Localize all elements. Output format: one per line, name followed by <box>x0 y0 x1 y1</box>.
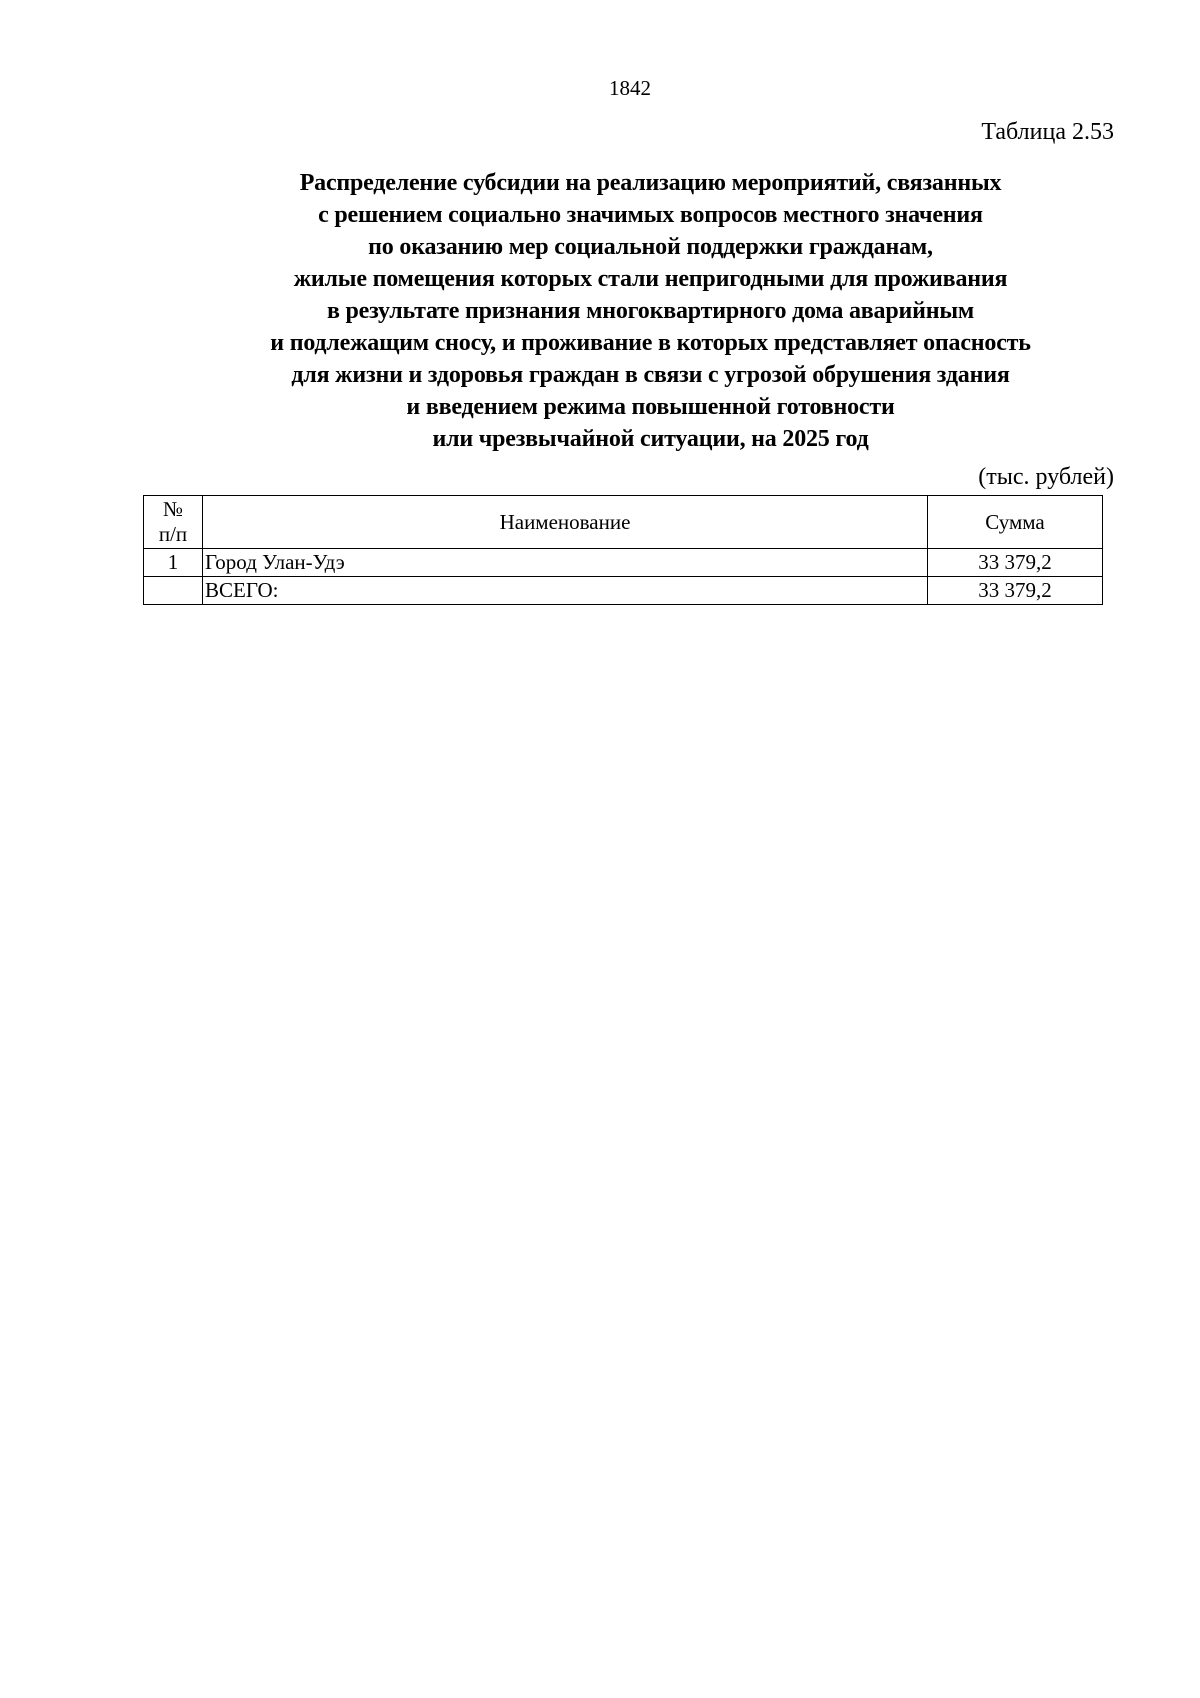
table-total-row <box>144 577 1103 605</box>
row-sum: 33 379,2 <box>928 549 1103 577</box>
subsidy-table <box>143 495 1103 605</box>
table-header-row <box>144 496 1103 549</box>
header-name: Наименование <box>203 496 928 549</box>
title-line: и введением режима повышенной готовности <box>406 394 895 420</box>
row-sum: 33 379,2 <box>928 577 1103 605</box>
title-line: с решением социально значимых вопросов местного значения <box>318 202 983 228</box>
header-number-line2: п/п <box>158 522 188 546</box>
row-name: ВСЕГО: <box>203 577 928 605</box>
title-line: жилые помещения которых стали непригодными для проживания <box>293 266 1008 292</box>
title-line: в результате признания многоквартирного дома аварийным <box>326 298 975 324</box>
title-line: или чрезвычайной ситуации, на 2025 год <box>432 426 869 452</box>
title-line: Распределение субсидии на реализацию мероприятий, связанных <box>299 170 1002 196</box>
table-row <box>144 549 1103 577</box>
header-sum: Сумма <box>928 496 1103 549</box>
header-number-line1: № <box>162 497 184 521</box>
document-title <box>143 167 1158 455</box>
page-number: 1842 <box>609 76 651 100</box>
units-label: (тыс. рублей) <box>978 464 1114 490</box>
title-line: и подлежащим сносу, и проживание в которых представляет опасность <box>270 330 1031 356</box>
title-line: для жизни и здоровья граждан в связи с угрозой обрушения здания <box>291 362 1010 388</box>
title-line: по оказанию мер социальной поддержки гражданам, <box>368 234 933 260</box>
table-label: Таблица 2.53 <box>981 119 1114 145</box>
header-number <box>144 496 203 549</box>
row-number: 1 <box>144 549 203 577</box>
row-number <box>144 577 203 605</box>
row-name: Город Улан-Удэ <box>203 549 928 577</box>
